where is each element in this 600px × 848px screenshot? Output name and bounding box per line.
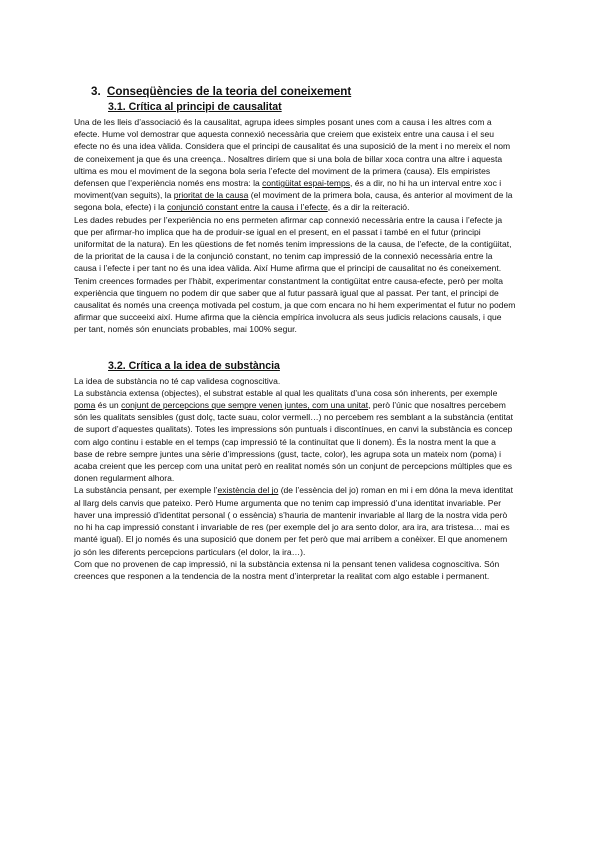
paragraph-causality-2: Les dades rebudes per l’experiència no ens permeten afirmar cap connexió necessària entre la causa i l’efecte ja que per afirmar-ho implica que ha de produir-se igual en el present, en el passat i també en el futur (principi uniformitat de la natura). En les qüestions de fet només tenim impressions de la causa, de l’efecte, de la contigüitat, de la prioritat de la causa i de la conjunció constant, no tenim cap impressió de la connexió necessària entre la causa i l’efecte i per tant no és una idea vàlida. Així Hume afirma que el principi de causalitat no és coneixement. Tenim creences formades per l’hàbit, experimentar constantment la contigüitat entre causa-efecte, però per molta experiència que tinguem no podem dir que saber que al futur passarà igual que al passat. Per tant, el principi de causalitat és només una creença motivada pel costum, ja que com encara no hi hem experimentat el futur no podem afirmar que succeeixi així. Hume afirma que la ciència empírica involucra als seus judicis relacions causals, i que per tant, només són enunciats probables, mai 100% segur. [74,214,516,335]
document-title-number: 3. [91,85,101,98]
section-title-causality: 3.1. Crítica al principi de causalitat [108,101,282,113]
underlined-phrase: conjunt de percepcions que sempre venen juntes, com una unitat [121,400,369,411]
text-run: Una de les lleis d’associació és la causalitat, agrupa idees simples posant unes com a causa i les altres com a efecte. Hume vol demostrar que aquesta connexió necessària que creiem que existeix entre una causa i el seu efecte no és una idea vàlida. Considera que el principi de causalitat és una suposició de la ment i no mereix el nom de coneixement ja que és una creença.. Nosaltres diríem que si una bola de billar xoca contra una altre i aquesta ultima es mou el moviment de la segona bola seria l’efecte del moviment de la primera (causa). Els empiristes defensen que l’experiència només ens mostra: la [74,117,511,189]
underlined-phrase: conjunció constant entre la causa i l’efecte [167,202,328,213]
paragraph-substance-3 [74,484,516,557]
underlined-phrase: poma [74,400,96,411]
paragraph-substance-1: La idea de substància no té cap validesa cognoscitiva. [74,375,281,386]
paragraph-substance-4: Com que no provenen de cap impressió, ni la substància extensa ni la pensant tenen validesa cognoscitiva. Són creences que responen a la tendencia de la nostra ment d’interpretar la realitat com algo estable i permanent. [74,558,500,581]
text-run: , és a dir, no hi ha un interval entre xoc i moviment(van seguits), la [74,178,502,201]
text-run: La substància extensa (objectes), el substrat estable al qual les qualitats d’una cosa són inherents, per exemple [74,387,498,398]
text-run: , és a dir la reiteració. [327,202,410,213]
text-run: (el moviment de la primera bola, causa, és anterior al moviment de la segona bola, efecte) i la [74,190,513,213]
text-run: (de l’essència del jo) roman en mi i em dóna la meva identitat al llarg dels canvis que pateixo. Però Hume argumenta que no tenim cap impressió d’una identitat invariable. Per haver una impressió d’identitat personal ( o essència) s’hauria de mantenir invariable al llarg de la nostra vida però no hi ha cap impressió constant i invariable de res (per exemple del jo ara sento dolor, ara ira, ara tristesa… mai es manté igual). El jo només és una suposició que donem per fet però que mai arribem a conèixer. El que anomenem jo són les diferents percepcions particulars (el dolor, la ira…). [74,485,514,557]
document-title [91,85,516,99]
underlined-phrase: contigüitat espai-temps [262,178,351,189]
paragraph-causality-1 [74,116,516,214]
paragraph-substance-2 [74,387,516,485]
text-run: , però l’únic que nosaltres percebem són les qualitats sensibles (gust dolç, tacte suau, color vermell…) no percebem res semblant a la substància (entitat de suport d’aquestes qualitats). Totes les impressions són puntuals i discontínues, en canvi la substància es concep com algo continu i estable en el temps (cap impressió té la continuïtat que li donem). És la nostra ment la que a base de rebre sempre juntes una sèrie d’impressions (gust, tacte, color), les agrupa sota un mateix nom (poma) i acaba creient que les percep com una unitat però en realitat només són un conjunt de percepcions múltiples que es donen regularment alhora. [74,400,513,484]
underlined-phrase: existència del jo [217,485,279,496]
text-run: és un [95,400,122,411]
text-run: La substància pensant, per exemple l’ [74,485,218,496]
underlined-phrase: prioritat de la causa [173,190,249,201]
document-title-text: Conseqüències de la teoria del coneixement [107,85,352,98]
section-title-substance: 3.2. Crítica a la idea de substància [108,359,280,372]
